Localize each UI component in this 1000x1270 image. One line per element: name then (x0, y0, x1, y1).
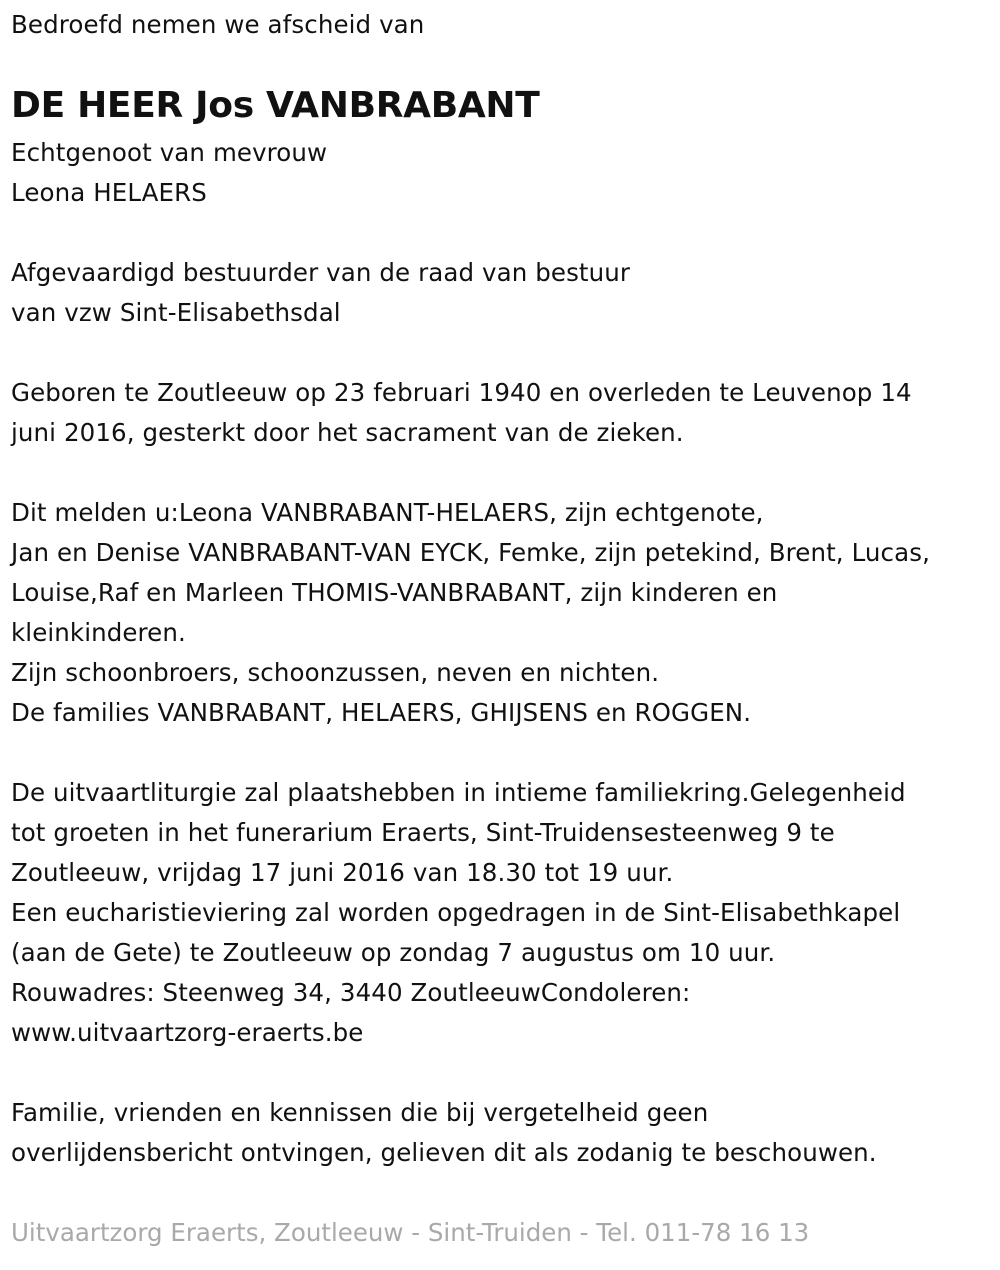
relatives-section (11, 493, 989, 733)
relatives-line: Zijn schoonbroers, schoonzussen, neven en nichten. (11, 658, 660, 687)
intro-text: Bedroefd nemen we afscheid van (11, 10, 425, 39)
funeral-home-footer: Uitvaartzorg Eraerts, Zoutleeuw - Sint-Truiden - Tel. 011-78 16 13 (11, 1218, 810, 1247)
spouse-line: Echtgenoot van mevrouw (11, 138, 328, 167)
closing-section (11, 1093, 989, 1173)
birth-death-section (11, 373, 989, 453)
birth-death-line: Geboren te Zoutleeuw op 23 februari 1940 en overleden te Leuvenop 14 (11, 378, 912, 407)
closing-line: overlijdensbericht ontvingen, gelieven dit als zodanig te beschouwen. (11, 1138, 877, 1167)
spouse-line: Leona HELAERS (11, 178, 207, 207)
closing-line: Familie, vrienden en kennissen die bij vergetelheid geen (11, 1098, 709, 1127)
spouse-section (11, 133, 989, 213)
relatives-line: Jan en Denise VANBRABANT-VAN EYCK, Femke, zijn petekind, Brent, Lucas, (11, 538, 930, 567)
function-section (11, 253, 989, 333)
funeral-line: Rouwadres: Steenweg 34, 3440 ZoutleeuwCondoleren: (11, 978, 691, 1007)
deceased-name: DE HEER Jos VANBRABANT (11, 85, 540, 126)
function-line: van vzw Sint-Elisabethsdal (11, 298, 341, 327)
funeral-line: (aan de Gete) te Zoutleeuw op zondag 7 augustus om 10 uur. (11, 938, 776, 967)
funeral-line: Zoutleeuw, vrijdag 17 juni 2016 van 18.30 tot 19 uur. (11, 858, 674, 887)
funeral-line: De uitvaartliturgie zal plaatshebben in intieme familiekring.Gelegenheid (11, 778, 906, 807)
relatives-line: De families VANBRABANT, HELAERS, GHIJSENS en ROGGEN. (11, 698, 752, 727)
funeral-line: Een eucharistieviering zal worden opgedragen in de Sint-Elisabethkapel (11, 898, 901, 927)
function-line: Afgevaardigd bestuurder van de raad van bestuur (11, 258, 631, 287)
birth-death-line: juni 2016, gesterkt door het sacrament van de zieken. (11, 418, 684, 447)
funeral-line: www.uitvaartzorg-eraerts.be (11, 1018, 364, 1047)
relatives-line: Dit melden u:Leona VANBRABANT-HELAERS, zijn echtgenote, (11, 498, 764, 527)
funeral-line: tot groeten in het funerarium Eraerts, Sint-Truidensesteenweg 9 te (11, 818, 835, 847)
funeral-section (11, 773, 989, 1053)
relatives-line: kleinkinderen. (11, 618, 186, 647)
relatives-line: Louise,Raf en Marleen THOMIS-VANBRABANT, zijn kinderen en (11, 578, 778, 607)
